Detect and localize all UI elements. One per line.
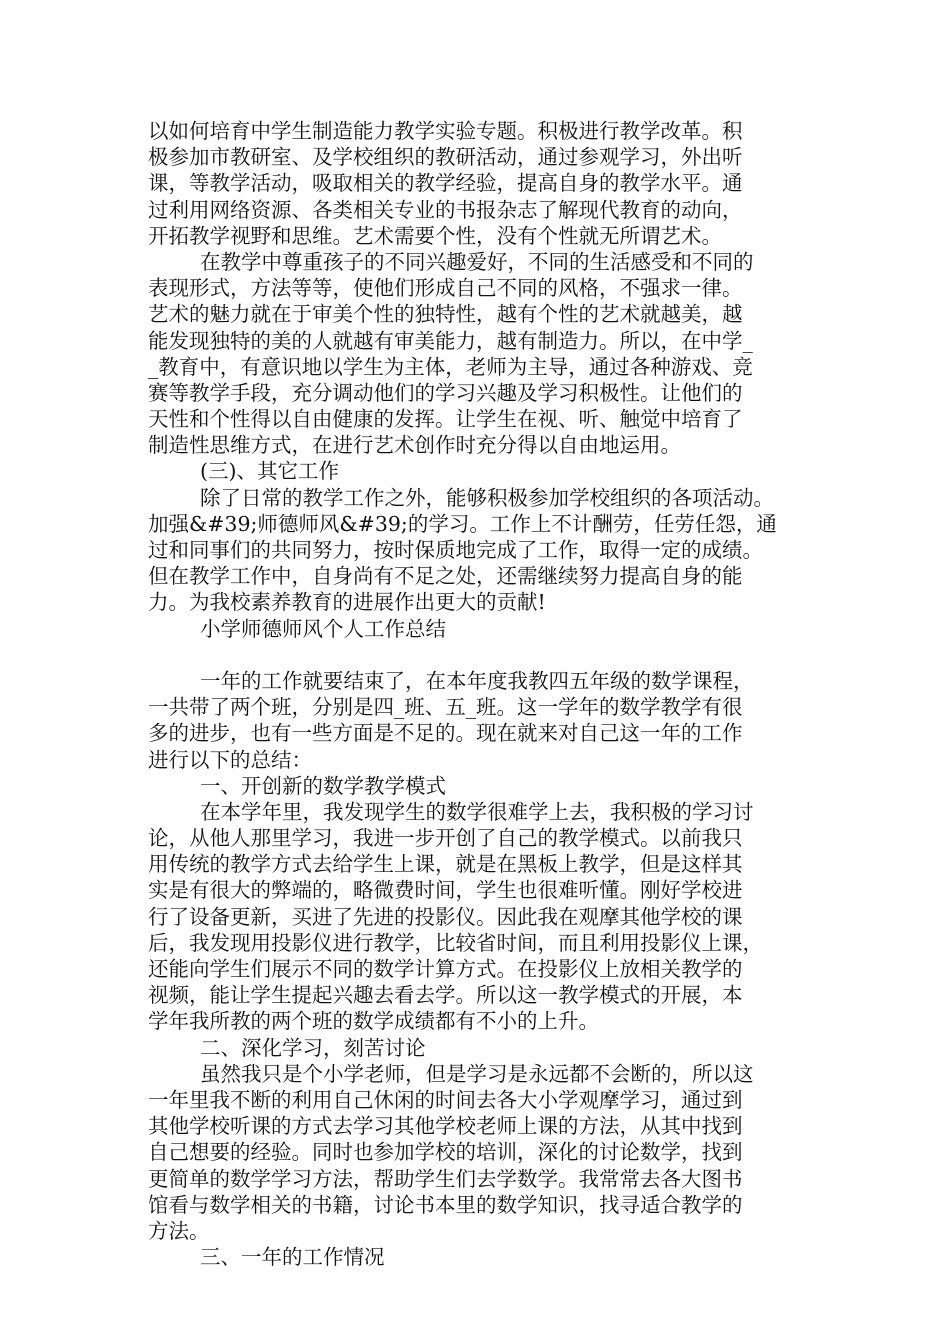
text-line: 视频，能让学生提起兴趣去看去学。所以这一教学模式的开展，本 xyxy=(148,983,743,1008)
text-line: 加强&#39;师德师风&#39;的学习。工作上不计酬劳，任劳任怨，通 xyxy=(148,511,777,536)
blank-line xyxy=(148,642,838,668)
text-line: 赛等教学手段，充分调动他们的学习兴趣及学习积极性。让他们的 xyxy=(148,380,743,405)
paragraph-start-line: 虽然我只是个小学老师，但是学习是永远都不会断的，所以这 xyxy=(200,1061,754,1086)
text-line: 馆看与数学相关的书籍，讨论书本里的数学知识，找寻适合教学的 xyxy=(148,1192,743,1217)
paragraph-start-line: 在教学中尊重孩子的不同兴趣爱好，不同的生活感受和不同的 xyxy=(200,249,754,274)
text-line: 力。为我校素养教育的进展作出更大的贡献! xyxy=(148,590,546,615)
text-line: 用传统的教学方式去给学生上课，就是在黑板上教学，但是这样其 xyxy=(148,852,743,877)
section-heading: 三、一年的工作情况 xyxy=(200,1245,385,1270)
text-line: 表现形式，方法等等，使他们形成自己不同的风格，不强求一律。 xyxy=(148,276,743,301)
text-line: 天性和个性得以自由健康的发挥。让学生在视、听、触觉中培育了 xyxy=(148,407,743,432)
text-line: 一年里我不断的利用自己休闲的时间去各大小学观摩学习，通过到 xyxy=(148,1087,743,1112)
text-line: 但在教学工作中，自身尚有不足之处，还需继续努力提高自身的能 xyxy=(148,564,743,589)
paragraph-start-line: 一年的工作就要结束了，在本年度我教四五年级的数学课程， xyxy=(200,668,754,693)
text-line: 更简单的数学学习方法，帮助学生们去学数学。我常常去各大图书 xyxy=(148,1166,743,1191)
text-line: 学年我所教的两个班的数学成绩都有不小的上升。 xyxy=(148,1009,599,1034)
text-line: 过利用网络资源、各类相关专业的书报杂志了解现代教育的动向， xyxy=(148,197,743,222)
section-heading: (三)、其它工作 xyxy=(200,459,339,484)
text-line: 课，等教学活动，吸取相关的教学经验，提高自身的教学水平。通 xyxy=(148,171,743,196)
document-body xyxy=(148,118,838,1270)
text-line: 自己想要的经验。同时也参加学校的培训，深化的讨论数学，找到 xyxy=(148,1140,743,1165)
section-heading: 二、深化学习，刻苦讨论 xyxy=(200,1035,426,1060)
text-line: 制造性思维方式，在进行艺术创作时充分得以自由地运用。 xyxy=(148,433,681,458)
text-line: 开拓教学视野和思维。艺术需要个性，没有个性就无所谓艺术。 xyxy=(148,223,722,248)
text-line: 其他学校听课的方式去学习其他学校老师上课的方法，从其中找到 xyxy=(148,1114,743,1139)
text-line: _教育中，有意识地以学生为主体，老师为主导，通过各种游戏、竞 xyxy=(148,354,753,379)
text-line: 行了设备更新，买进了先进的投影仪。因此我在观摩其他学校的课 xyxy=(148,904,743,929)
text-line: 实是有很大的弊端的，略微费时间，学生也很难听懂。刚好学校进 xyxy=(148,878,743,903)
text-line: 进行以下的总结： xyxy=(148,747,312,772)
text-line: 还能向学生们展示不同的数学计算方式。在投影仪上放相关教学的 xyxy=(148,957,743,981)
paragraph-start-line: 在本学年里，我发现学生的数学很难学上去，我积极的学习讨 xyxy=(200,799,754,824)
section-heading: 一、开创新的数学教学模式 xyxy=(200,773,446,798)
text-line: 论，从他人那里学习，我进一步开创了自己的教学模式。以前我只 xyxy=(148,826,743,851)
text-line: 方法。 xyxy=(148,1218,210,1243)
text-line: 极参加市教研室、及学校组织的教研活动，通过参观学习，外出听 xyxy=(148,145,743,170)
text-line: 一共带了两个班，分别是四_班、五_班。这一学年的数学教学有很 xyxy=(148,695,743,720)
text-line: 以如何培育中学生制造能力教学实验专题。积极进行教学改革。积 xyxy=(148,119,743,143)
text-line: 能发现独特的美的人就越有审美能力，越有制造力。所以，在中学_ xyxy=(148,328,753,353)
text-line: 艺术的魅力就在于审美个性的独特性，越有个性的艺术就越美，越 xyxy=(148,302,743,327)
text-line: 后，我发现用投影仪进行教学，比较省时间，而且利用投影仪上课， xyxy=(148,930,763,955)
text-line: 过和同事们的共同努力，按时保质地完成了工作，取得一定的成绩。 xyxy=(148,538,763,562)
document-title: 小学师德师风个人工作总结 xyxy=(200,616,446,641)
paragraph-start-line: 除了日常的教学工作之外，能够积极参加学校组织的各项活动。 xyxy=(200,485,774,510)
text-line: 多的进步，也有一些方面是不足的。现在就来对自己这一年的工作 xyxy=(148,721,743,746)
